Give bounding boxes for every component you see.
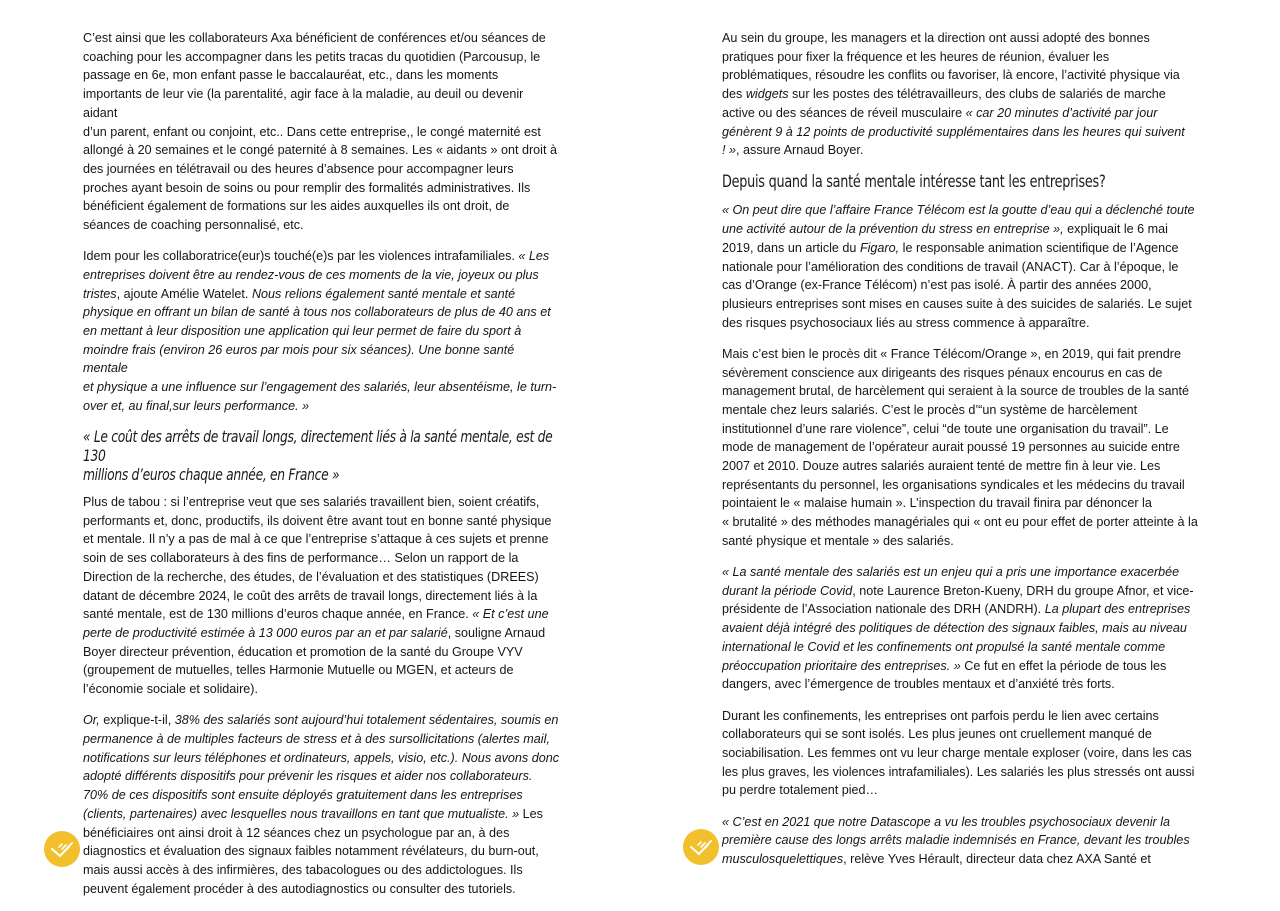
left-paragraph-2 <box>83 247 561 415</box>
right-page-column <box>722 29 1200 881</box>
para2-text-c: , ajoute Amélie Watelet. <box>116 286 252 301</box>
r-para6-text-b: , relève Yves Hérault, directeur data chez AXA Santé et <box>843 851 1151 866</box>
hands-logo-icon <box>683 829 719 865</box>
right-paragraph-1 <box>722 29 1200 160</box>
r-para6-quote-a: « C’est en 2021 que notre Datascope a vu les troubles psychosociaux devenir la première cause des longs arrêts maladie indemnisés en France, devant les troubles musculosquelettiques <box>722 814 1190 866</box>
r-para4-quote-c: La plupart des entreprises avaient déjà intégré des politiques de détection des signaux faibles, mais au niveau international le Covid et les confinements ont propulsé la santé mentale comme préoccupation prioritaire des entreprises. » <box>722 602 1191 673</box>
section-heading: Depuis quand la santé mentale intéresse tant les entreprises? <box>722 172 1106 192</box>
r-para4-text-d: Ce fut en effet la période de tous les dangers, avec l’émergence de troubles mentaux et d’anxiété très forts. <box>722 658 1167 692</box>
right-paragraph-5: Durant les confinements, les entreprises ont parfois perdu le lien avec certains collaborateurs qui se sont isolés. Les plus jeunes ont cruellement manqué de sociabilisation. Les femmes ont vu leur charge mentale exploser (voire, dans les cas les plus graves, les violences intrafamiliales). Les salariés les plus stressés ont aussi pu perdre totalement pied… <box>722 708 1195 798</box>
right-paragraph-3: Mais c’est bien le procès dit « France Télécom/Orange », en 2019, qui fait prendre sévèrement conscience aux dirigeants des risques pénaux encourus en cas de management brutal, de harcèlement qui seraient à la source de troubles de la santé mentale chez leurs salariés. C’est le procès d’“un système de harcèlement institutionnel d’une rare violence”, celui “de toute une organisation du travail”. Le mode de management de l’opérateur aurait poussé 19 personnes au suicide entre 2007 et 2010. Douze autres salariés auraient tenté de mettre fin à leur vie. Les représentants du personnel, les organisations syndicales et les médecins du travail pointaient le « malaise humain ». L’inspection du travail finira par dénoncer la « brutalité » des méthodes managériales qui « ont eu pour effet de porter atteinte à la santé physique et mentale » des salariés. <box>722 346 1198 548</box>
right-paragraph-2 <box>722 201 1200 332</box>
hands-logo-graphic <box>689 837 713 857</box>
para2-quote-d: Nous relions également santé mentale et santé physique en offrant un bilan de santé à tous nos collaborateurs de plus de 40 ans et en mettant à leur disposition une application qui leur permet de faire du sport à moindre frais (environ 26 euros par mois pour six séances). Une bonne santé mentale et physique a une influence sur l’engagement des salariés, leur absentéisme, le turn- over et, au final,sur leurs performance. » <box>83 286 557 413</box>
para3-quote-b: « Et c’est une perte de productivité estimée à 13 000 euros par an et par salarié <box>83 607 549 640</box>
left-paragraph-4 <box>83 711 561 898</box>
r-para2-figaro: Figaro, <box>859 240 900 255</box>
r-para1-text-a: Au sein du groupe, les managers et la direction ont aussi adopté des bonnes pratiques pour fixer la fréquence et les heures de réunion, évaluer les problématiques, résoudre les conflits ou favoriser, là encore, l’activité physique via des <box>722 31 1180 102</box>
right-paragraph-4 <box>722 563 1200 694</box>
r-para2-text-d: le responsable animation scientifique de l’Agence nationale pour l’amélioration des conditions de travail (ANACT). Car à l’époque, le cas d’Orange (ex-France Télécom) n’est pas isolé. À partir des années 2000, plusieurs entreprises sont mises en causes suite à des suicides de salariés. Le sujet des risques psychosociaux liés au stress commence à apparaître. <box>722 240 1192 330</box>
r-para1-text-e: , assure Arnaud Boyer. <box>736 143 864 158</box>
r-para1-text-c: sur les postes des télétravailleurs, des clubs de salariés de marche active ou des séances de réveil musculaire <box>722 87 1166 120</box>
left-page-column <box>83 29 561 911</box>
para4-quote-c: 38% des salariés sont aujourd’hui totalement sédentaires, soumis en permanence à de multiples facteurs de stress et à des sursollicitations (alertes mail, notifications sur leurs téléphones et ordinateurs, appels, visio, etc.). Nous avons donc adopté différents dispositifs pour prévenir les risques et aider nos collaborateurs. 70% de ces dispositifs sont ensuite déployés gratuitement dans les entreprises (clients, partenaires) avec lesquelles nous travaillons en tant que mutualiste. » <box>83 713 560 821</box>
r-para4-text-b: , note Laurence Breton-Kueny, DRH du groupe Afnor, et vice- présidente de l’Association nationale des DRH (ANDRH). <box>722 583 1194 617</box>
para2-quote-b: « Les entreprises doivent être au rendez-vous de ces moments de la vie, joyeux ou plus tristes <box>83 249 550 301</box>
para3-text-a: Plus de tabou : si l’entreprise veut que ses salariés travaillent bien, soient créatifs, performants et, donc, productifs, ils doivent être avant tout en bonne santé physique et mentale. Il n’y a pas de mal à ce que l’entreprise s’attaque à ces sujets et prenne soin de ses collaborateurs à des fins de performance… Selon un rapport de la Direction de la recherche, des études, de l’évaluation et des statistiques (DREES) datant de décembre 2024, le coût des arrêts de travail longs, directement liés à la santé mentale, est de 130 millions d’euros chaque année, en France. <box>83 495 552 622</box>
hands-logo-graphic <box>50 839 74 859</box>
para3-text-c: , souligne Arnaud Boyer directeur prévention, éducation et promotion de la santé du Groupe VYV (groupement de mutuelles, telles Harmonie Mutuelle ou MGEN, et acteurs de l’économie sociale et solidaire). <box>83 625 546 697</box>
para2-text-a: Idem pour les collaboratrice(eur)s touché(e)s par les violences intrafamiliales. <box>83 249 519 264</box>
hands-logo-icon <box>44 831 80 867</box>
left-paragraph-3 <box>83 493 561 699</box>
right-paragraph-6 <box>722 813 1200 869</box>
para4-quote-a: Or, <box>83 713 104 728</box>
r-para1-quote-d: « car 20 minutes d’activité par jour génèrent 9 à 12 points de productivité supplémentaires dans les heures qui suivent ! » <box>722 105 1185 158</box>
left-paragraph-1: C’est ainsi que les collaborateurs Axa bénéficient de conférences et/ou séances de coaching pour les accompagner dans les petits tracas du quotidien (Parcousup, le passage en 6e, mon enfant passe le baccalauréat, etc., dans les moments importants de leur vie (la parentalité, agir face à la maladie, au deuil ou devenir aidant d’un parent, enfant ou conjoint, etc.. Dans cette entreprise,, le congé maternité est allongé à 20 semaines et le congé paternité à 8 semaines. Les « aidants » ont droit à des journées en télétravail ou des heures d’absence pour accompagner leurs proches ayant besoin de soins ou pour remplir des formalités administratives. Ils bénéficient également de formations sur les aides auxquelles ils ont droit, de séances de coaching personnalisé, etc. <box>83 31 557 233</box>
para4-text-d: Les bénéficiaires ont ainsi droit à 12 séances chez un psychologue par an, à des diagnostics et évaluation des signaux faibles notamment révélateurs, du burn-out, mais aussi accès à des infirmières, des tabacologues ou des addictologues. Ils peuvent également procéder à des autodiagnostics ou consulter des tutoriels. <box>83 806 543 896</box>
para4-text-b: explique-t-il, <box>103 713 175 728</box>
pull-quote: « Le coût des arrêts de travail longs, directement liés à la santé mentale, est de 130 millions d’euros chaque année, en France » <box>83 428 553 485</box>
r-para4-quote-a: « La santé mentale des salariés est un enjeu qui a pris une importance exacerbée durant la période Covid <box>722 565 1180 598</box>
r-para2-text-b: expliquait le 6 mai 2019, dans un article du <box>722 222 1168 255</box>
r-para1-widgets: widgets <box>745 87 789 102</box>
r-para2-quote-a: « On peut dire que l’affaire France Télécom est la goutte d’eau qui a déclenché toute une activité autour de la prévention du stress en entreprise », <box>722 203 1195 237</box>
